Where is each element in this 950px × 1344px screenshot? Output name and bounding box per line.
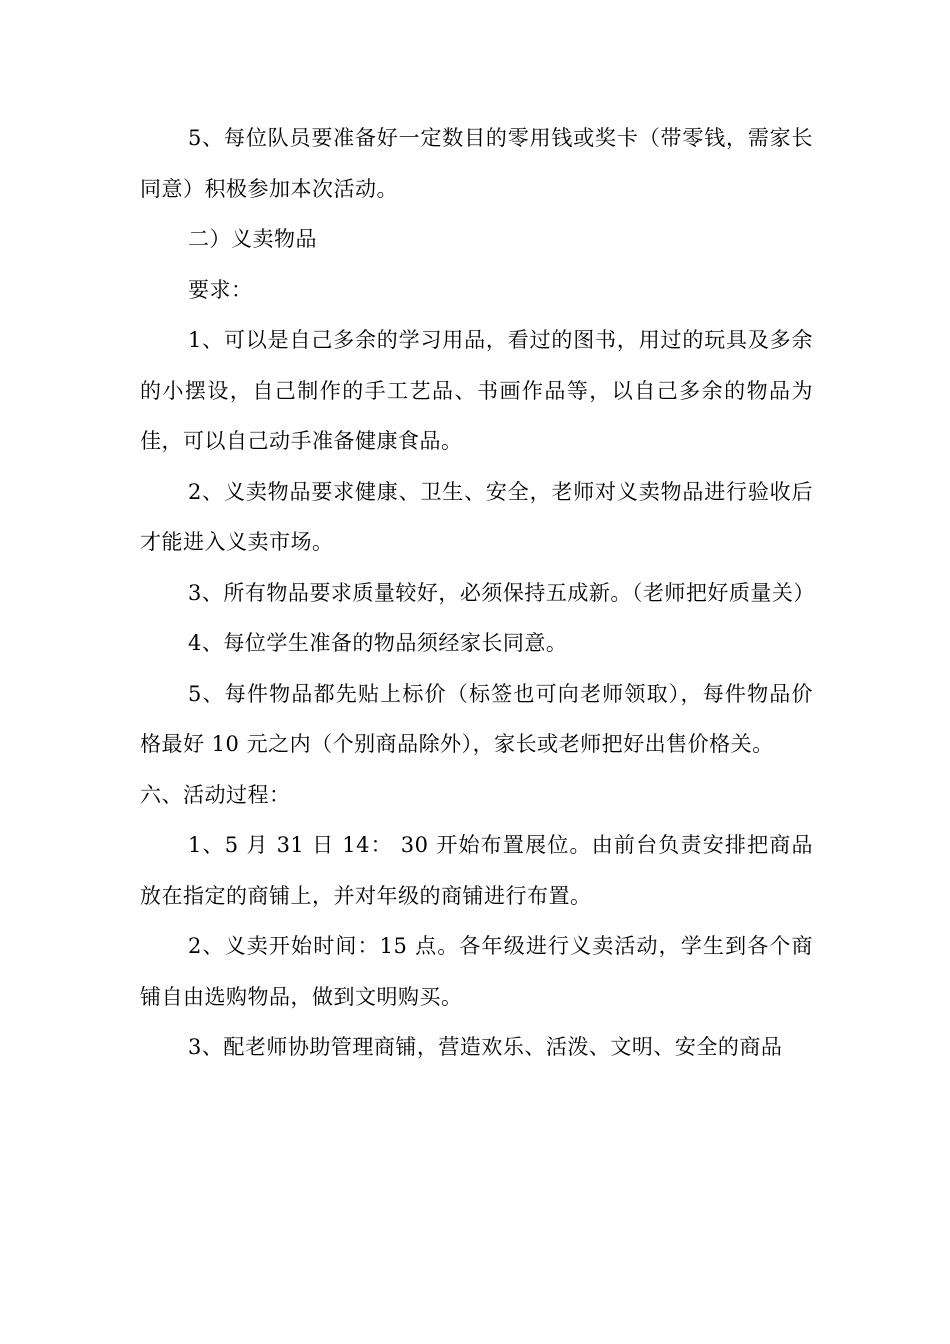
- process-step-3: 3、配老师协助管理商铺，营造欢乐、活泼、文明、安全的商品: [188, 1035, 783, 1059]
- requirements-label: 要求：: [188, 277, 253, 302]
- document-body: [140, 113, 813, 1073]
- requirement-item-5: 5、每件物品都先贴上标价（标签也可向老师领取），每件物品价格最好 10 元之内（个别商品除外），家长或老师把好出售价格关。: [140, 681, 813, 756]
- requirement-item-3: 3、所有物品要求质量较好，必须保持五成新。（老师把好质量关）: [188, 580, 815, 605]
- requirement-item-2: 2、义卖物品要求健康、卫生、安全，老师对义卖物品进行验收后才能进入义卖市场。: [140, 479, 813, 554]
- section-heading-activity-process: 六、活动过程：: [140, 782, 291, 807]
- paragraph-pocket-money: 5、每位队员要准备好一定数目的零用钱或奖卡（带零钱，需家长同意）积极参加本次活动。: [140, 126, 813, 201]
- process-step-2: 2、义卖开始时间：15 点。各年级进行义卖活动，学生到各个商铺自由选购物品，做到文明购买。: [140, 934, 813, 1009]
- section-heading-charity-items: 二）义卖物品: [188, 227, 317, 251]
- process-step-1: 1、5 月 31 日 14： 30 开始布置展位。由前台负责安排把商品放在指定的商铺上，并对年级的商铺进行布置。: [140, 833, 813, 908]
- requirement-item-4: 4、每位学生准备的物品须经家长同意。: [188, 631, 568, 655]
- requirement-item-1: 1、可以是自己多余的学习用品，看过的图书，用过的玩具及多余的小摆设，自己制作的手工艺品、书画作品等，以自己多余的物品为佳，可以自己动手准备健康食品。: [140, 328, 813, 453]
